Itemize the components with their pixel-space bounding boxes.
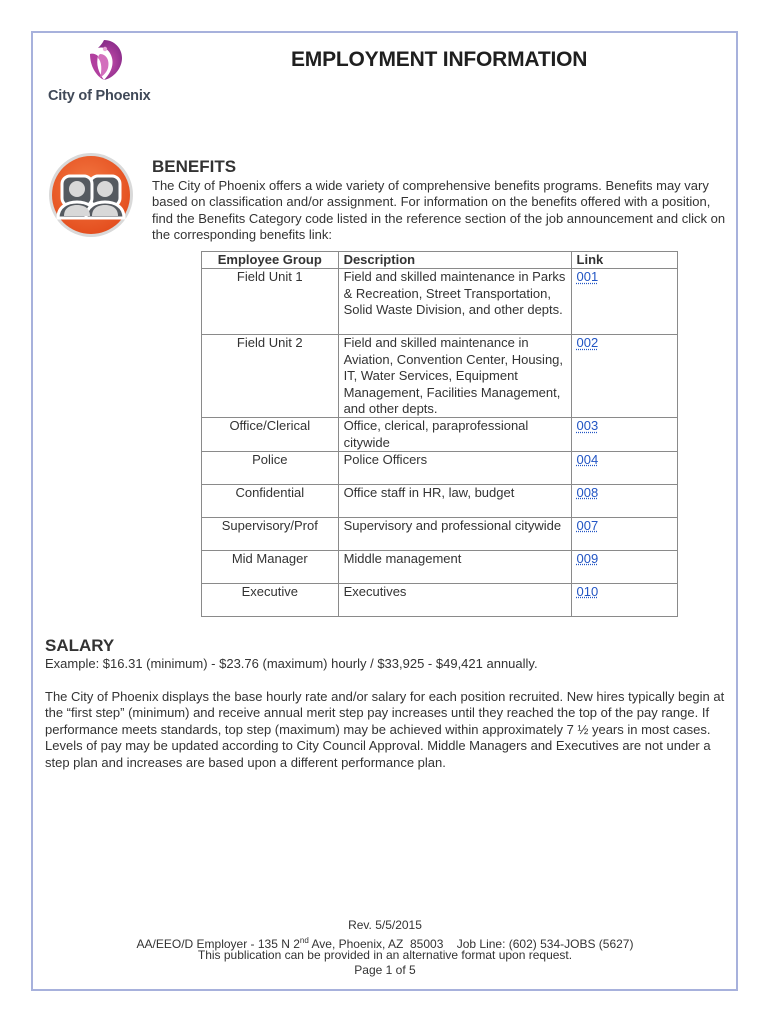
description-cell: Office staff in HR, law, budget — [338, 485, 571, 518]
footer-page-number: Page 1 of 5 — [354, 963, 416, 977]
salary-example: Example: $16.31 (minimum) - $23.76 (maximum) hourly / $33,925 - $49,421 annually. — [45, 656, 538, 671]
benefits-link-010[interactable]: 010 — [576, 584, 599, 600]
link-cell — [571, 584, 677, 617]
logo-text: City of Phoenix — [48, 88, 151, 104]
link-cell — [571, 418, 677, 452]
employee-group-cell: Police — [202, 452, 339, 485]
employee-group-cell: Supervisory/Prof — [202, 518, 339, 551]
benefits-link-002[interactable]: 002 — [576, 335, 599, 351]
benefits-link-001[interactable]: 001 — [576, 269, 599, 285]
link-cell — [571, 452, 677, 485]
employee-group-cell: Field Unit 1 — [202, 269, 339, 335]
table-row — [202, 335, 678, 418]
table-row — [202, 584, 678, 617]
table-row — [202, 418, 678, 452]
table-row — [202, 269, 678, 335]
table-row — [202, 551, 678, 584]
page-title: EMPLOYMENT INFORMATION — [291, 48, 588, 71]
description-cell: Police Officers — [338, 452, 571, 485]
description-cell: Executives — [338, 584, 571, 617]
salary-body: The City of Phoenix displays the base hourly rate and/or salary for each position recruited. New hires typically begin at the “first step” (minimum) and receive annual merit step pay increases until they reached the top of the pay range. If performance meets standards, top step (maximum) may be achieved within approximately 7 ½ years in most cases. Levels of pay may be updated according to City Council Approval. Middle Managers and Executives are not under a step plan and increases are based upon a different performance plan. — [45, 689, 725, 770]
salary-heading: SALARY — [45, 636, 115, 655]
table-row — [202, 485, 678, 518]
column-header-group: Employee Group — [202, 252, 339, 269]
benefits-link-003[interactable]: 003 — [576, 418, 599, 434]
people-icon — [48, 152, 134, 238]
table-header-row — [202, 252, 678, 269]
table-row — [202, 452, 678, 485]
description-cell: Supervisory and professional citywide — [338, 518, 571, 551]
footer-employer-sup: nd — [299, 936, 309, 945]
column-header-description: Description — [338, 252, 571, 269]
description-cell: Field and skilled maintenance in Aviation, Convention Center, Housing, IT, Water Services, Equipment Management, Facilities Management, and other depts. — [338, 335, 571, 418]
link-cell — [571, 485, 677, 518]
city-logo — [46, 36, 166, 108]
employee-group-cell: Confidential — [202, 485, 339, 518]
column-header-link: Link — [571, 252, 677, 269]
employee-group-cell: Mid Manager — [202, 551, 339, 584]
benefits-table — [201, 251, 678, 617]
benefits-heading: BENEFITS — [152, 157, 237, 176]
benefits-link-007[interactable]: 007 — [576, 518, 599, 534]
benefits-link-009[interactable]: 009 — [576, 551, 599, 567]
benefits-link-008[interactable]: 008 — [576, 485, 599, 501]
footer-revision: Rev. 5/5/2015 — [348, 918, 422, 932]
footer-employer-prefix: AA/EEO/D Employer - 135 N 2 — [136, 937, 300, 951]
description-cell: Middle management — [338, 551, 571, 584]
table-row — [202, 518, 678, 551]
benefits-intro: The City of Phoenix offers a wide variety of comprehensive benefits programs. Benefits may vary based on classification and/or assignment. For information on the benefits offered with a position, find the Benefits Category code listed in the reference section of the job announcement and click on the corresponding benefits link: — [152, 178, 726, 243]
employee-group-cell: Office/Clerical — [202, 418, 339, 452]
phoenix-bird-icon — [80, 36, 128, 84]
link-cell — [571, 551, 677, 584]
description-cell: Office, clerical, paraprofessional citywide — [338, 418, 571, 452]
description-cell: Field and skilled maintenance in Parks & Recreation, Street Transportation, Solid Waste Division, and other depts. — [338, 269, 571, 335]
link-cell — [571, 518, 677, 551]
link-cell — [571, 335, 677, 418]
footer-alt-format: This publication can be provided in an alternative format upon request. — [197, 948, 573, 962]
employee-group-cell: Field Unit 2 — [202, 335, 339, 418]
employee-group-cell: Executive — [202, 584, 339, 617]
link-cell — [571, 269, 677, 335]
benefits-link-004[interactable]: 004 — [576, 452, 599, 468]
footer-employer-suffix: Ave, Phoenix, AZ 85003 Job Line: (602) 534-JOBS (5627) — [308, 937, 634, 951]
